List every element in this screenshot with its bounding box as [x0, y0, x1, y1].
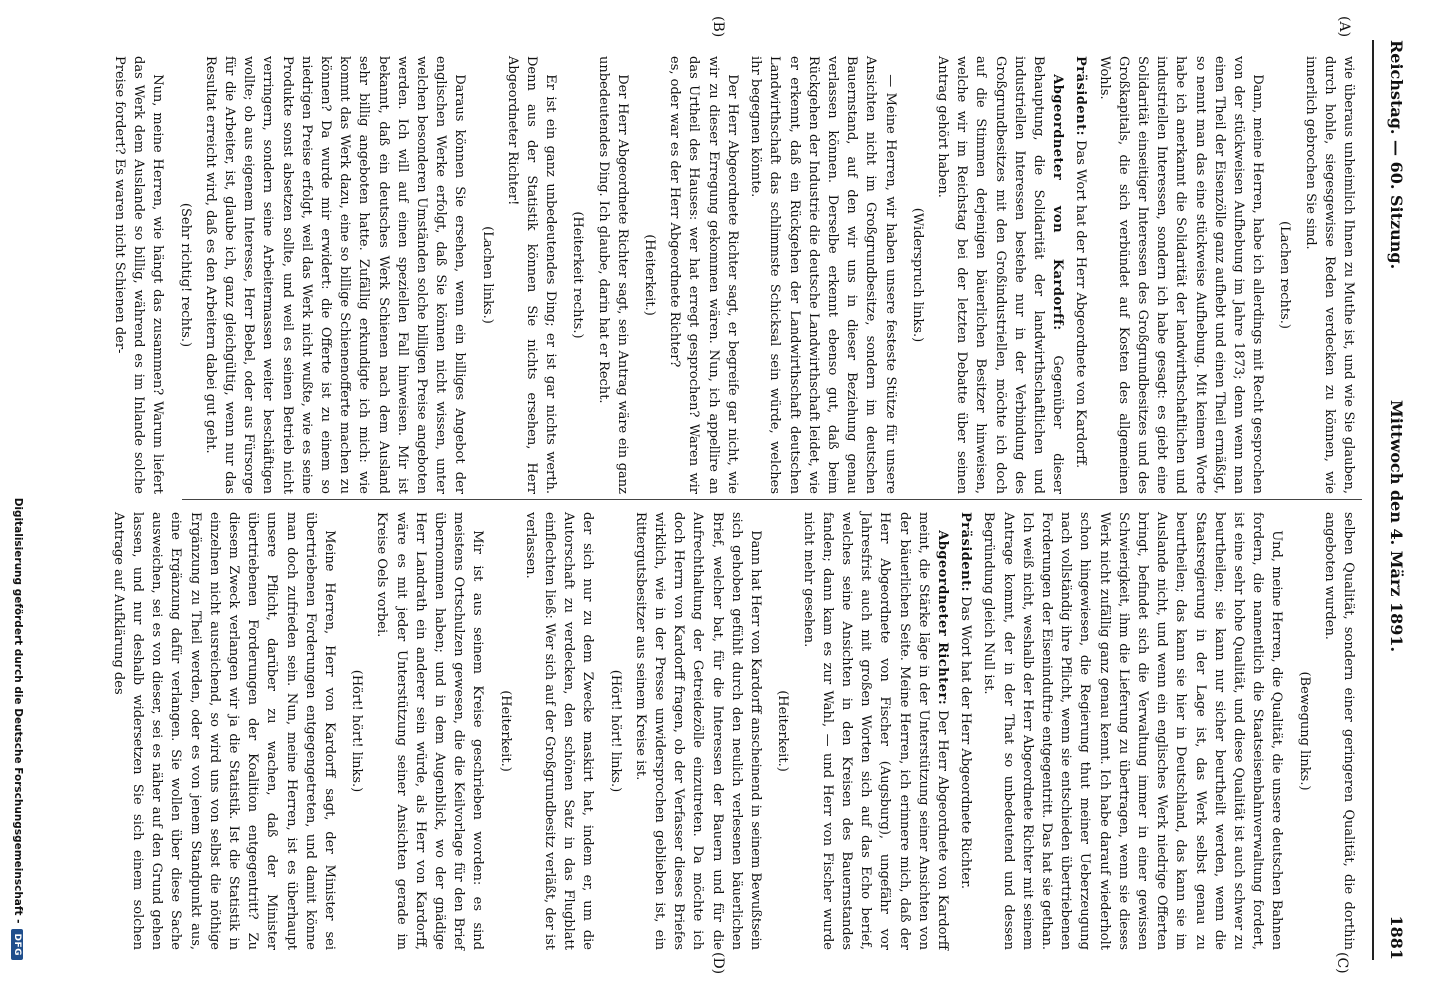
paragraph: wie überaus unheimlich Ihnen zu Muthe ist, und wie Sie glauben, durch hohle, siegesgewisse Reden verdecken zu können, wie innerlich gebrochen Sie sind.: [1302, 56, 1356, 494]
speaker-paragraph: [933, 56, 1067, 494]
speaker-name: Präsident:: [1073, 56, 1089, 136]
dfg-logo: DFG: [11, 929, 23, 960]
margin-mark-c: (C): [1334, 952, 1350, 974]
interjection: (Hört! hört! links.): [349, 669, 365, 793]
speaker-paragraph: [1071, 56, 1090, 494]
margin-mark-b: (B): [710, 16, 726, 38]
speaker-paragraph: [956, 512, 975, 950]
interjection: (Heiterkeit.): [642, 234, 658, 316]
speaker-name: Abgeordneter Richter:: [934, 530, 950, 706]
header-page-number: 1881: [1387, 915, 1406, 960]
interjection: (Bewegung links.): [1296, 671, 1312, 791]
paragraph: Der Herr Abgeordnete Richter sagt, er begreife gar nicht, wie wir zu dieser Erregung gekommen wären. Nun, ich appellire an das Urtheil des Hauses: wer hat erregt gesprochen? Waren wir es, oder war es der Herr Abgeordnete Richter?: [667, 56, 740, 494]
margin-mark-d: (D): [710, 952, 726, 975]
paragraph: Meine Herren, Herr von Kardorff sagt, der Minister sei übertriebenen Forderungen entgegengetreten, und damit könne man doch zufrieden sein. Nun, meine Herren, ist es überhaupt unsere Pflicht, darüber zu wachen, daß der Minister übertriebenen Forderungen der Koalition entgegentritt? Zu diesem Zweck verlangen wir ja die Statistik. Ist die Statistik in einzelnen nicht ausreichend, so wird uns von selbst die nöthige Ergänzung zu Theil werden, oder es von jenem Standpunkt aus, eine Ergänzung dafür verlangen. Sie wollen über diese Sache ausweichen, sei es von dieser, sei es näher auf den Grund gehen lassen, und nur deshalb widersetzen Sie sich einem solchen Antrage auf Aufklärung des: [110, 512, 338, 950]
speech-text: Gegenüber dieser Behauptung, die Solidarität der landwirthschaftlichen und industriellen Interessen bestehe nur in der Verbindung des Großgrundbesitzes mit den Großindustriellen, möchte ich doch auf die Stimmen derjenigen bäuerlichen Besitzer hinweisen, welche wir im Reichstag bei der letzten Debatte über seinen Antrag gehört haben.: [934, 56, 1066, 495]
margin-mark-a: (A): [1336, 16, 1352, 38]
paragraph: der sich nur zu dem Zwecke maskirt hat, indem er, um die Autorschaft zu verdecken, den schönen Satz in das Flugblatt einflechten ließ: Wer sich auf der Großgrundbesitz verläßt, der ist verlassen.: [522, 512, 596, 950]
paragraph: Nun, meine Herren, wie hängt das zusammen? Warum liefert das Werk dem Auslande so billig, während es im Inlande solche Preise fordert? Es waren nicht Schienen der-: [112, 56, 166, 494]
paragraph: Dann, meine Herren, habe ich allerdings mit Recht gesprochen von der stückweisen Aufhebung im Jahre 1873; denn wenn man einen Theil der Eisenzölle ganz aufhebt und einen Theil ermäßigt, so nennt man das eine stückweise Aufhebung. Mit keinem Worte habe ich anerkannt die Solidarität der landwirthschaftlichen und industriellen Interessen, sondern ich habe gesagt: es giebt eine Solidarität einseitiger Interessen des Großgrundbesitzes und des Großkapitals, die sich verbündet auf Kosten des allgemeinen Wohls.: [1096, 56, 1266, 494]
speech-text: Das Wort hat der Herr Abgeordnete Richter.: [958, 596, 974, 889]
speaker-paragraph: [798, 512, 952, 950]
column-divider: [182, 499, 1362, 500]
paragraph: Mir ist aus seinem Kreise geschrieben worden: es sind meistens Ortschulzen gewesen, die die Keilvorlage für den Brief übernommen haben; und in dem Augenblick, wo der gnädige Herr Landrath ein anderer sein würde, als Herr von Kardorff, wäre es mit jeder Unterstützung seiner Ansichten gerade im Kreise Oels vorbei.: [374, 512, 486, 950]
paragraph: Der Herr Abgeordnete Richter sagt, sein Antrag wäre ein ganz unbedeutendes Ding. Ich glaube, darin hat er Recht.: [595, 56, 630, 494]
interjection: (Heiterkeit.): [775, 690, 791, 772]
header-date: Mittwoch den 4. März 1891.: [1387, 400, 1406, 653]
speaker-name: Präsident:: [958, 512, 974, 592]
interjection: (Hört! hört! links.): [607, 669, 623, 793]
paragraph: Er ist ein ganz unbedeutendes Ding; er ist gar nichts werth. Denn aus der Statistik können Sie nichts ersehen, Herr Abgeordneter Richter!: [504, 56, 559, 494]
paragraph: selben Qualität, sondern einer geringeren Qualität, die dorthin angeboten wurden.: [1321, 512, 1356, 950]
right-column: [110, 512, 1358, 950]
paragraph: — Meine Herren, wir haben unsere festeste Stütze für unsere Ansichten nicht im Großgrundbesitze, sondern im deutschen Bauernstand, auf den wir uns in dieser Beziehung genau verlassen können. Derselbe erkennt ebenso gut, daß beim Rückgehen der Industrie die deutsche Landwirthschaft leidet, wie er erkennt, daß ein Rückgehen der Landwirthschaft deutschen Landwirthschaft das schlimmste Schicksal sein würde, welches ihr begegnen könnte.: [748, 56, 898, 494]
left-column: [112, 56, 1358, 495]
speech-text: Der Herr Abgeordnete von Kardorff meint, die Stärke läge in der Unterstützung seiner Ansichten von der bäuerlichen Seite. Meine Herren, ich erinnere mich, daß der Herr Abgeordnete von Fischer (Augsburg), ungefähr vor Jahresfrist auch mit großen Worten sich auf das Echo berief, welches seine Ansichten in den Kreisen des Bauernstandes fanden; dann kam es zur Wahl, — und Herr von Fischer wurde nicht mehr gesehen.: [800, 512, 950, 950]
digitization-credit: [4, 40, 24, 960]
header-rule: [1372, 40, 1374, 960]
interjection: (Sehr richtig! rechts.): [177, 202, 193, 348]
page-header: [1382, 40, 1412, 960]
speaker-name: Abgeordneter von Kardorff:: [1050, 74, 1066, 331]
interjection: (Lachen links.): [479, 226, 495, 324]
paragraph: Und, meine Herren, die Qualität, die unsere deutschen Bahnen fordern, die namentlich die Staatseisenbahnverwaltung fordert, ist eine sehr hohe Qualität, und diese Qualität ist auch schwer zu beurtheilen; sie kann nur sicher beurtheilt werden, wenn die Staatsregierung in der Lage ist, das Werk selbst genau zu beurtheilen; das kann sie hier in Deutschland, das kann sie im Auslande nicht, und wenn ein englisches Werk niedrige Offerten bringt, befindet sich die Verwaltung immer in einer gewissen Schwierigkeit, ihm die Lieferung zu übertragen, wenn sie dieses Werk nicht zufällig ganz genau kennt. Ich habe darauf wiederholt schon hingewiesen, die Regierung thut meiner Ueberzeugung nach vollständig ihre Pflicht, wenn sie entschieden übertriebenen Forderungen der Eiseninduftrie entgegentritt. Das hat sie gethan. Ich weiß nicht, weshalb der Herr Abgeordnete Richter mit seinem Antrage kommt, der in der That so unbedeutend und dessen Begründung gleich Null ist.: [981, 512, 1285, 950]
header-session: Reichstag. — 60. Sitzung.: [1387, 40, 1406, 270]
interjection: (Heiterkeit rechts.): [570, 211, 586, 339]
interjection: (Lachen rechts.): [1277, 221, 1293, 329]
paragraph: Daraus können Sie ersehen, wenn ein billiges Angebot der englischen Werke erfolgt, daß Sie können nicht wissen, unter welchen besonderen Umständen solche billigen Preise angeboten werden. Ich will auf einen speziellen Fall hinweisen. Mir ist bekannt, daß ein deutsches Werk Schienen nach dem Ausland sehr billig angeboten hatte. Zufällig erkundigte ich mich: wie kommt das Werk dazu, eine so billige Schienenofferte machen zu können? Da wurde mir erwidert: die Offerte ist zu einem so niedrigen Preise erfolgt, weil das Werk nicht wußte, wie es seine Produkte sonst absetzen sollte, und weil es seinen Betrieb nicht verringern, sondern seine Arbeitermassen weiter beschäftigen wollte; ob aus eigenem Interesse, Herr Bebel, oder aus Fürsorge für die Arbeiter, ist, glaube ich, ganz gleichgültig, wenn nur das Resultat erreicht wird, daß es den Arbeitern dabei gut geht.: [202, 56, 468, 494]
interjection: (Heiterkeit.): [497, 690, 513, 772]
interjection: (Widerspruch links.): [909, 207, 925, 343]
credit-text: Digitalisierung gefördert durch die Deutsche Forschungsgemeinschaft -: [12, 497, 24, 924]
paragraph: Dann hat Herr von Kardorff anscheinend in seinem Bewußtsein sich gehoben gefühlt durch den neulich verlesenen bäuerlichen Brief, welcher bat, für die Interessen der Bauern und für die Aufrechthaltung der Getreidezölle einzutreten. Da möchte ich doch Herrn von Kardorff fragen, ob der Verfasser dieses Briefes wirklich, wie in der Presse unwidersprochen geblieben ist, ein Rittergutsbesitzer aus seinem Kreise ist.: [632, 512, 764, 950]
speech-text: Das Wort hat der Herr Abgeordnete von Kardorff.: [1073, 140, 1089, 469]
